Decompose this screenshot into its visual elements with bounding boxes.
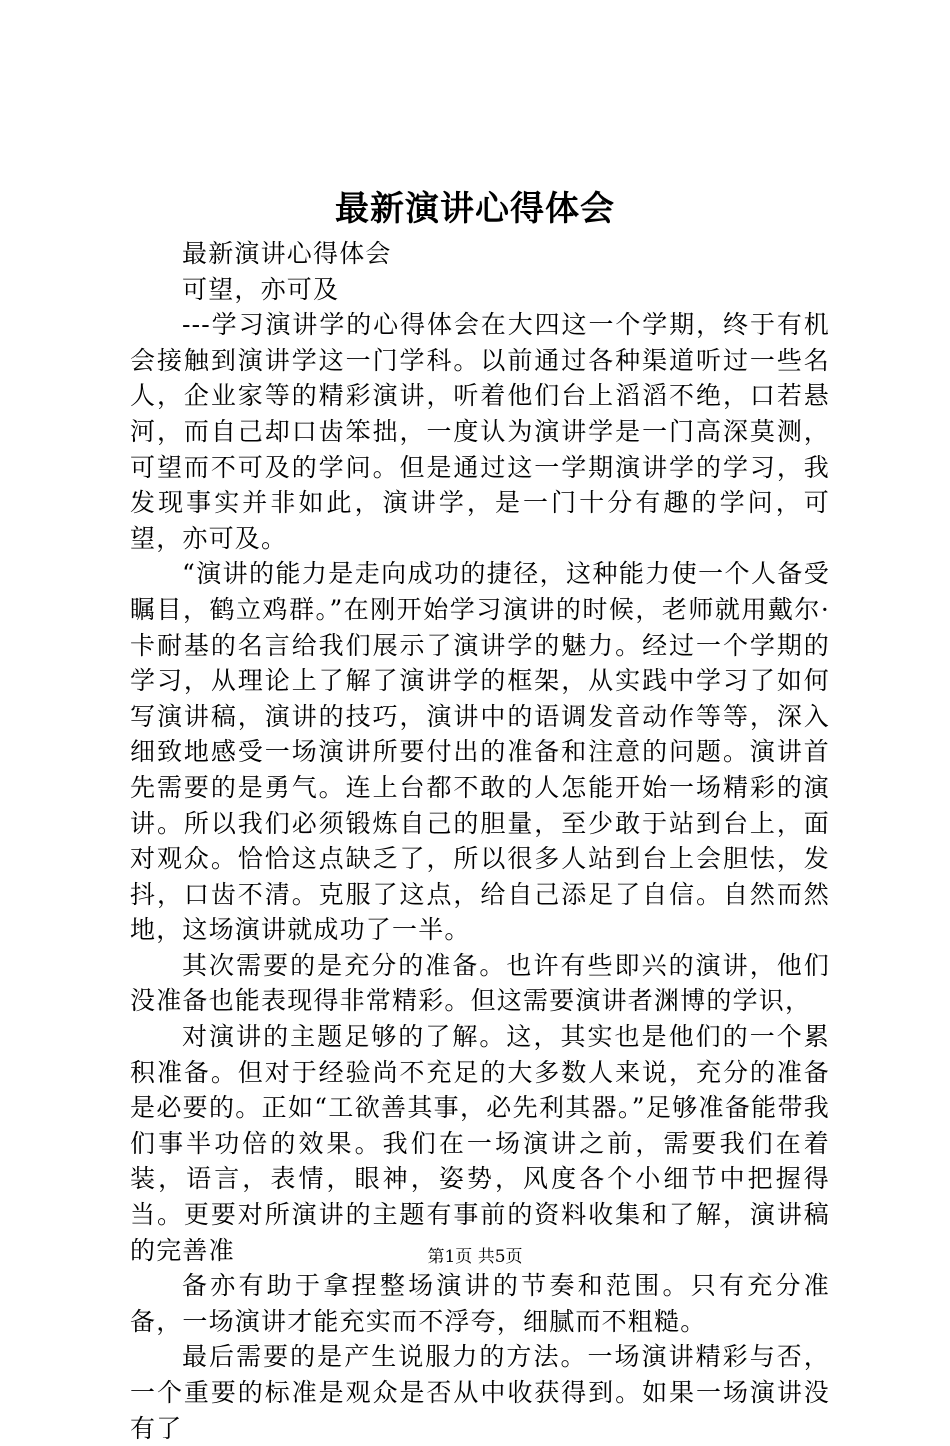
paragraph: 对演讲的主题足够的了解。这，其实也是他们的一个累积准备。但对于经验尚不充足的大多数人来说，充分的准备是必要的。正如“工欲善其事，必先利其器。”足够准备能带我们事半功倍的效果。我们在一场演讲之前，需要我们在着装，语言，表情，眼神，姿势，风度各个小细节中把握得当。更要对所演讲的主题有事前的资料收集和了解，演讲稿的完善准 (130, 1022, 830, 1265)
paragraph: 备亦有助于拿捏整场演讲的节奏和范围。只有充分准备，一场演讲才能充实而不浮夸，细腻而不粗糙。 (130, 1271, 830, 1336)
document-title: 最新演讲心得体会 (335, 189, 615, 229)
paragraph: ---学习演讲学的心得体会在大四这一个学期，终于有机会接触到演讲学这一门学科。以前通过各种渠道听过一些名人，企业家等的精彩演讲，听着他们台上滔滔不绝，口若悬河，而自己却口齿笨拙，一度认为演讲学是一门高深莫测，可望而不可及的学问。但是通过这一学期演讲学的学习，我发现事实并非如此，演讲学，是一门十分有趣的学问，可望，亦可及。 (130, 310, 830, 553)
paragraph: 最后需要的是产生说服力的方法。一场演讲精彩与否，一个重要的标准是观众是否从中收获得到。如果一场演讲没有了 (130, 1342, 830, 1443)
paragraph: “演讲的能力是走向成功的捷径，这种能力使一个人备受瞩目，鹤立鸡群。”在刚开始学习演讲的时候，老师就用戴尔·卡耐基的名言给我们展示了演讲学的魅力。经过一个学期的学习，从理论上了解了演讲学的框架，从实践中学习了如何写演讲稿，演讲的技巧，演讲中的语调发音动作等等，深入细致地感受一场演讲所要付出的准备和注意的问题。演讲首先需要的是勇气。连上台都不敢的人怎能开始一场精彩的演讲。所以我们必须锻炼自己的胆量，至少敢于站到台上，面对观众。恰恰这点缺乏了，所以很多人站到台上会胆怯，发抖，口齿不清。克服了这点，给自己添足了自信。自然而然地，这场演讲就成功了一半。 (130, 559, 830, 945)
paragraph-subtitle: 可望，亦可及 (182, 274, 340, 304)
page-number-footer: 第1页 共5页 (427, 1247, 523, 1267)
paragraph-heading: 最新演讲心得体会 (182, 239, 392, 268)
paragraph: 其次需要的是充分的准备。也许有些即兴的演讲，他们没准备也能表现得非常精彩。但这需要演讲者渊博的学识， (130, 950, 830, 1016)
